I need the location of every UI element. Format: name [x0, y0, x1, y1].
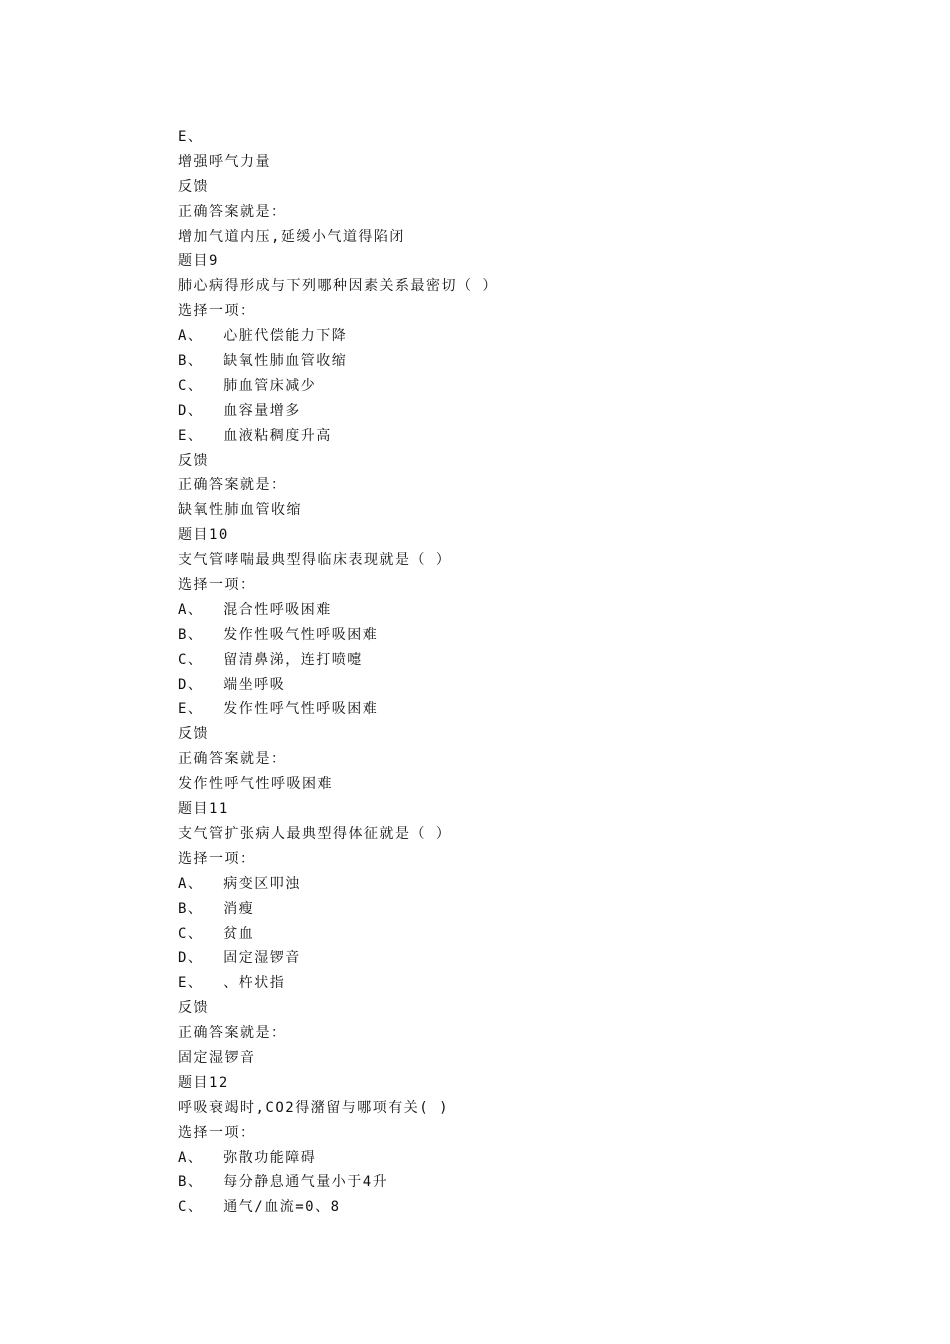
option-d: D、 固定湿锣音: [178, 950, 301, 967]
question-number: 题目12: [178, 1074, 229, 1091]
option-text: 增强呼气力量: [178, 153, 271, 170]
option-e: E、 、杵状指: [178, 975, 286, 992]
question-text: 支气管哮喘最典型得临床表现就是（ ）: [178, 552, 452, 569]
option-b: B、 消瘦: [178, 900, 255, 917]
correct-answer-text: 缺氧性肺血管收缩: [178, 502, 302, 519]
question-text: 肺心病得形成与下列哪种因素关系最密切（ ）: [178, 278, 498, 295]
select-one-label: 选择一项：: [178, 850, 256, 867]
feedback-label: 反馈: [178, 726, 209, 743]
option-e: E、 发作性呼气性呼吸困难: [178, 701, 379, 718]
option-d: D、 端坐呼吸: [178, 676, 286, 693]
option-b: B、 发作性吸气性呼吸困难: [178, 626, 379, 643]
option-line: E、: [178, 129, 204, 145]
select-one-label: 选择一项：: [178, 303, 256, 320]
correct-answer-text: 发作性呼气性呼吸困难: [178, 776, 333, 793]
feedback-label: 反馈: [178, 178, 209, 195]
option-b: B、 每分静息通气量小于4升: [178, 1174, 389, 1191]
feedback-label: 反馈: [178, 1000, 209, 1017]
option-c: C、 贫血: [178, 925, 255, 942]
option-c: C、 留清鼻涕，连打喷嚏: [178, 651, 363, 668]
correct-answer-label: 正确答案就是：: [178, 1025, 287, 1042]
option-a: A、 混合性呼吸困难: [178, 601, 332, 618]
document-body: [178, 125, 878, 1220]
feedback-label: 反馈: [178, 452, 209, 469]
option-a: A、 病变区叩浊: [178, 875, 301, 892]
question-number: 题目11: [178, 801, 229, 818]
option-e: E、 血液粘稠度升高: [178, 427, 332, 444]
option-a: A、 心脏代偿能力下降: [178, 328, 348, 345]
correct-answer-label: 正确答案就是：: [178, 751, 287, 768]
option-d: D、 血容量增多: [178, 402, 301, 419]
question-number: 题目10: [178, 527, 229, 544]
question-text: 支气管扩张病人最典型得体征就是（ ）: [178, 825, 452, 842]
question-number: 题目9: [178, 253, 219, 270]
correct-answer-text: 固定湿锣音: [178, 1049, 256, 1066]
correct-answer-label: 正确答案就是：: [178, 477, 287, 494]
option-c: C、 通气/血流=0、8: [178, 1199, 341, 1216]
option-c: C、 肺血管床减少: [178, 377, 317, 394]
select-one-label: 选择一项：: [178, 1124, 256, 1141]
question-text: 呼吸衰竭时,CO2得潴留与哪项有关( ): [178, 1099, 450, 1116]
option-b: B、 缺氧性肺血管收缩: [178, 353, 348, 370]
correct-answer-label: 正确答案就是：: [178, 203, 287, 220]
option-a: A、 弥散功能障碍: [178, 1149, 317, 1166]
correct-answer-text: 增加气道内压,延缓小气道得陷闭: [178, 228, 405, 245]
select-one-label: 选择一项：: [178, 577, 256, 594]
